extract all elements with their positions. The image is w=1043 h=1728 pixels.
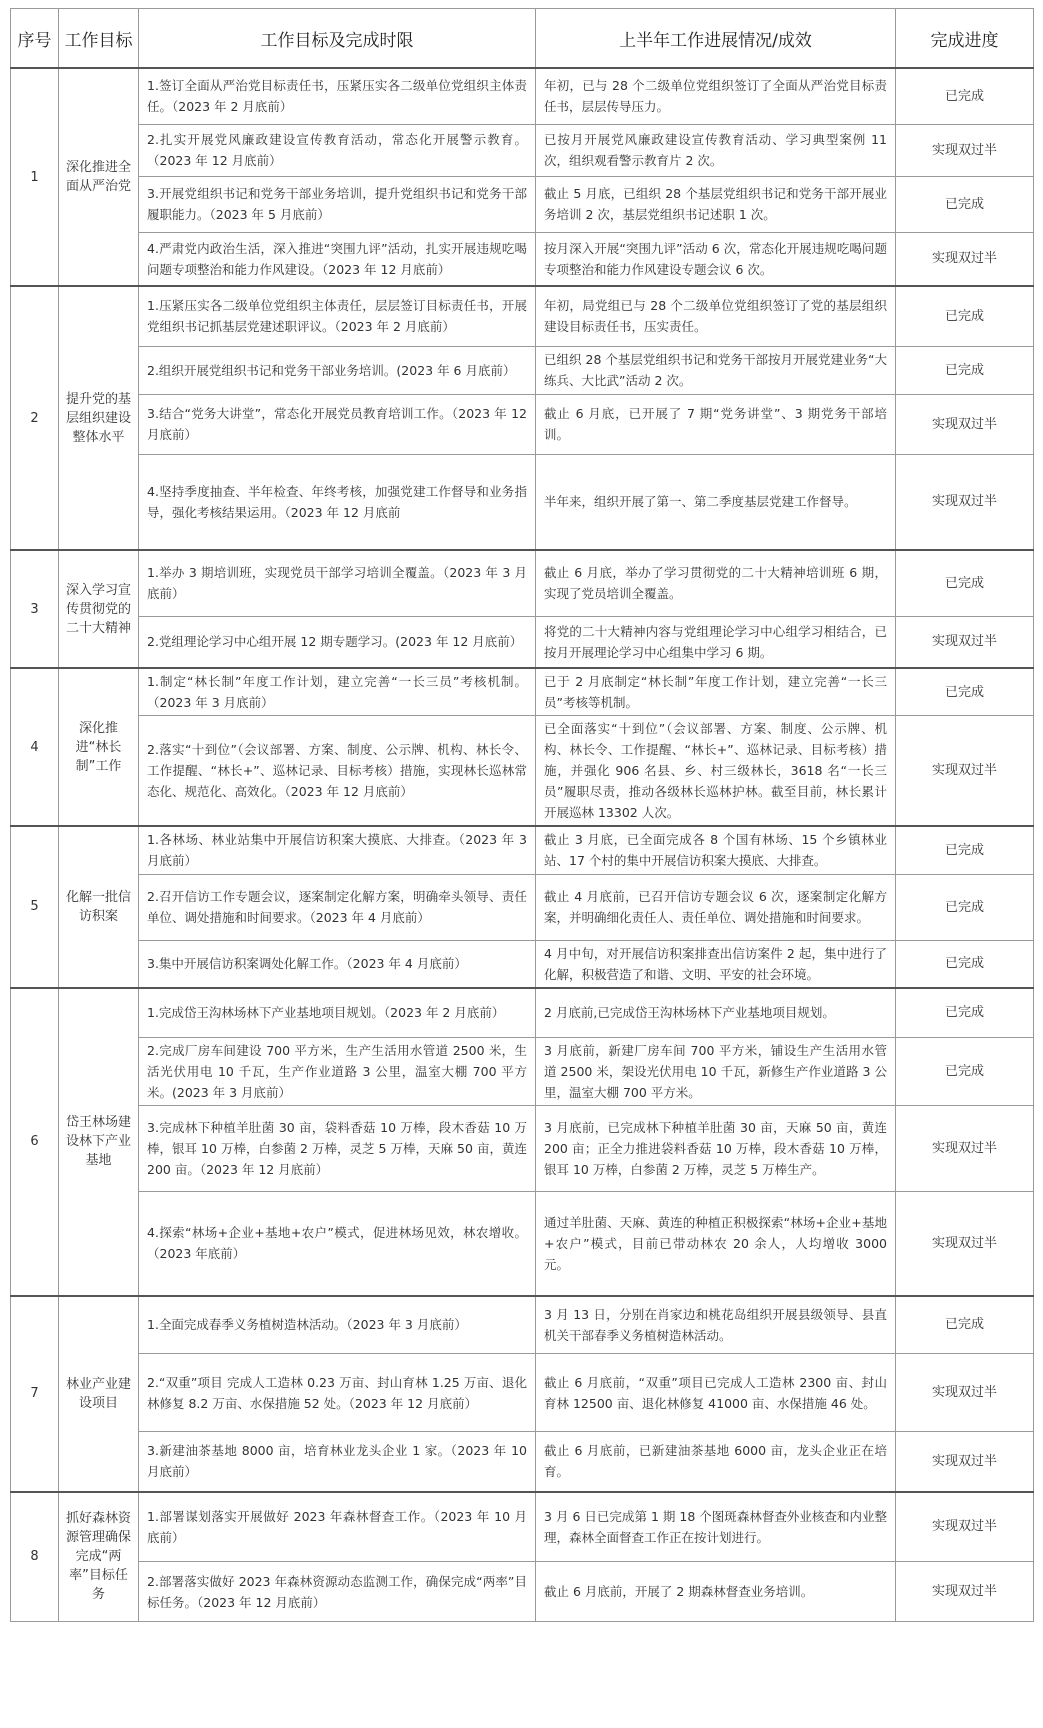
group-number: 5 — [11, 826, 59, 988]
table-row — [11, 874, 1034, 940]
status-cell: 已完成 — [896, 826, 1034, 874]
group-number: 3 — [11, 550, 59, 668]
progress-cell: 3 月底前，已完成林下种植羊肚菌 30 亩，天麻 50 亩，黄连 200 亩；正全力推进袋料香菇 10 万棒，段木香菇 10 万棒，银耳 10 万棒，白参菌 2 万棒，灵芝 5 万棒生产。 — [536, 1106, 896, 1192]
header-progress: 上半年工作进展情况/成效 — [536, 9, 896, 69]
task-cell: 1.压紧压实各二级单位党组织主体责任，层层签订目标责任书，开展党组织书记抓基层党建述职评议。（2023 年 2 月底前） — [139, 286, 536, 346]
task-cell: 3.开展党组织书记和党务干部业务培训，提升党组织书记和党务干部履职能力。（2023 年 5 月底前） — [139, 176, 536, 232]
task-cell: 2.部署落实做好 2023 年森林资源动态监测工作，确保完成“两率”目标任务。（2023 年 12 月底前） — [139, 1562, 536, 1622]
table-row — [11, 346, 1034, 394]
progress-cell: 截止 6 月底，已开展了 7 期“党务讲堂”、3 期党务干部培训。 — [536, 394, 896, 454]
group-number: 1 — [11, 68, 59, 286]
status-cell: 已完成 — [896, 176, 1034, 232]
table-row — [11, 1192, 1034, 1296]
progress-cell: 2 月底前,已完成岱王沟林场林下产业基地项目规划。 — [536, 988, 896, 1038]
task-cell: 2.党组理论学习中心组开展 12 期专题学习。(2023 年 12 月底前） — [139, 616, 536, 668]
table-row — [11, 1354, 1034, 1432]
task-cell: 1.制定“林长制”年度工作计划，建立完善“一长三员”考核机制。（2023 年 3 月底前） — [139, 668, 536, 716]
status-cell: 已完成 — [896, 346, 1034, 394]
group-number: 6 — [11, 988, 59, 1296]
progress-cell: 截止 4 月底前，已召开信访专题会议 6 次，逐案制定化解方案，并明确细化责任人、责任单位、调处措施和时间要求。 — [536, 874, 896, 940]
table-row — [11, 1106, 1034, 1192]
table-row — [11, 232, 1034, 286]
progress-cell: 将党的二十大精神内容与党组理论学习中心组学习相结合，已按月开展理论学习中心组集中学习 6 期。 — [536, 616, 896, 668]
progress-cell: 通过羊肚菌、天麻、黄连的种植正积极探索“林场+企业+基地+农户”模式，目前已带动林农 20 余人，人均增收 3000 元。 — [536, 1192, 896, 1296]
progress-cell: 按月深入开展“突围九评”活动 6 次，常态化开展违规吃喝问题专项整治和能力作风建设专题会议 6 次。 — [536, 232, 896, 286]
table-row — [11, 1492, 1034, 1562]
task-cell: 1.部署谋划落实开展做好 2023 年森林督查工作。（2023 年 10 月底前） — [139, 1492, 536, 1562]
task-cell: 2.“双重”项目 完成人工造林 0.23 万亩、封山育林 1.25 万亩、退化林修复 8.2 万亩、水保措施 52 处。（2023 年 12 月底前） — [139, 1354, 536, 1432]
task-cell: 4.严肃党内政治生活，深入推进“突围九评”活动，扎实开展违规吃喝问题专项整治和能力作风建设。（2023 年 12 月底前） — [139, 232, 536, 286]
task-cell: 1.举办 3 期培训班，实现党员干部学习培训全覆盖。（2023 年 3 月底前） — [139, 550, 536, 616]
header-row — [11, 9, 1034, 69]
table-row — [11, 286, 1034, 346]
status-cell: 实现双过半 — [896, 1192, 1034, 1296]
progress-cell: 已于 2 月底制定“林长制”年度工作计划，建立完善“一长三员”考核等机制。 — [536, 668, 896, 716]
header-no: 序号 — [11, 9, 59, 69]
task-cell: 3.新建油茶基地 8000 亩，培育林业龙头企业 1 家。（2023 年 10 月底前） — [139, 1432, 536, 1492]
group-goal: 抓好森林资源管理确保完成“两率”目标任务 — [59, 1492, 139, 1622]
progress-cell: 已组织 28 个基层党组织书记和党务干部按月开展党建业务“大练兵、大比武”活动 2 次。 — [536, 346, 896, 394]
group-number: 2 — [11, 286, 59, 550]
status-cell: 实现双过半 — [896, 232, 1034, 286]
status-cell: 实现双过半 — [896, 716, 1034, 827]
group-number: 7 — [11, 1296, 59, 1492]
group-goal: 深化推进全面从严治党 — [59, 68, 139, 286]
status-cell: 实现双过半 — [896, 1354, 1034, 1432]
status-cell: 已完成 — [896, 550, 1034, 616]
table-row — [11, 394, 1034, 454]
group-goal: 提升党的基层组织建设整体水平 — [59, 286, 139, 550]
group-goal: 化解一批信访积案 — [59, 826, 139, 988]
task-cell: 2.召开信访工作专题会议，逐案制定化解方案，明确牵头领导、责任单位、调处措施和时间要求。（2023 年 4 月底前） — [139, 874, 536, 940]
task-cell: 1.全面完成春季义务植树造林活动。（2023 年 3 月底前） — [139, 1296, 536, 1354]
table-row — [11, 1038, 1034, 1106]
progress-cell: 已全面落实“十到位”（会议部署、方案、制度、公示牌、机构、林长令、工作提醒、“林长+”、巡林记录、目标考核）措施，并强化 906 名县、乡、村三级林长，3618 名“一长三员”履职尽责，推动各级林长巡林护林。截至目前，林长累计开展巡林 13302 人次。 — [536, 716, 896, 827]
task-cell: 3.集中开展信访积案调处化解工作。（2023 年 4 月底前） — [139, 940, 536, 988]
progress-cell: 已按月开展党风廉政建设宣传教育活动、学习典型案例 11 次，组织观看警示教育片 2 次。 — [536, 124, 896, 176]
status-cell: 实现双过半 — [896, 1106, 1034, 1192]
header-goal: 工作目标 — [59, 9, 139, 69]
status-cell: 已完成 — [896, 1296, 1034, 1354]
progress-cell: 截止 6 月底，举办了学习贯彻党的二十大精神培训班 6 期，实现了党员培训全覆盖。 — [536, 550, 896, 616]
task-cell: 3.完成林下种植羊肚菌 30 亩，袋料香菇 10 万棒，段木香菇 10 万棒，银耳 10 万棒，白参菌 2 万棒，灵芝 5 万棒，天麻 50 亩，黄连 200 亩。（2023 年 12 月底前） — [139, 1106, 536, 1192]
status-cell: 实现双过半 — [896, 454, 1034, 550]
task-cell: 1.签订全面从严治党目标责任书，压紧压实各二级单位党组织主体责任。（2023 年 2 月底前） — [139, 68, 536, 124]
group-goal: 岱王林场建设林下产业基地 — [59, 988, 139, 1296]
status-cell: 已完成 — [896, 874, 1034, 940]
progress-cell: 3 月 6 日已完成第 1 期 18 个图斑森林督查外业核查和内业整理，森林全面督查工作正在按计划进行。 — [536, 1492, 896, 1562]
table-row — [11, 1432, 1034, 1492]
task-cell: 4.坚持季度抽查、半年检查、年终考核，加强党建工作督导和业务指导，强化考核结果运用。（2023 年 12 月底前 — [139, 454, 536, 550]
status-cell: 已完成 — [896, 1038, 1034, 1106]
header-task: 工作目标及完成时限 — [139, 9, 536, 69]
status-cell: 已完成 — [896, 940, 1034, 988]
task-cell: 2.扎实开展党风廉政建设宣传教育活动，常态化开展警示教育。（2023 年 12 月底前） — [139, 124, 536, 176]
progress-cell: 4 月中旬，对开展信访积案排查出信访案件 2 起，集中进行了化解，积极营造了和谐、文明、平安的社会环境。 — [536, 940, 896, 988]
status-cell: 实现双过半 — [896, 1432, 1034, 1492]
progress-cell: 3 月底前，新建厂房车间 700 平方米，铺设生产生活用水管道 2500 米，架设光伏用电 10 千瓦，新修生产作业道路 3 公里，温室大棚 700 平方米。 — [536, 1038, 896, 1106]
task-cell: 1.完成岱王沟林场林下产业基地项目规划。（2023 年 2 月底前） — [139, 988, 536, 1038]
task-cell: 2.组织开展党组织书记和党务干部业务培训。(2023 年 6 月底前） — [139, 346, 536, 394]
progress-cell: 截止 5 月底，已组织 28 个基层党组织书记和党务干部开展业务培训 2 次，基层党组织书记述职 1 次。 — [536, 176, 896, 232]
table-row — [11, 1562, 1034, 1622]
table-row — [11, 124, 1034, 176]
progress-table-sheet — [10, 8, 1033, 1622]
group-goal: 林业产业建设项目 — [59, 1296, 139, 1492]
status-cell: 实现双过半 — [896, 394, 1034, 454]
status-cell: 已完成 — [896, 286, 1034, 346]
table-row — [11, 826, 1034, 874]
status-cell: 实现双过半 — [896, 124, 1034, 176]
task-cell: 1.各林场、林业站集中开展信访积案大摸底、大排查。（2023 年 3 月底前） — [139, 826, 536, 874]
table-row — [11, 668, 1034, 716]
table-row — [11, 988, 1034, 1038]
status-cell: 实现双过半 — [896, 1492, 1034, 1562]
table-row — [11, 940, 1034, 988]
task-cell: 2.完成厂房车间建设 700 平方米，生产生活用水管道 2500 米，生活光伏用电 10 千瓦，生产作业道路 3 公里，温室大棚 700 平方米。(2023 年 3 月底前） — [139, 1038, 536, 1106]
status-cell: 已完成 — [896, 68, 1034, 124]
header-status: 完成进度 — [896, 9, 1034, 69]
task-cell: 4.探索“林场+企业+基地+农户”模式，促进林场见效，林农增收。（2023 年底前） — [139, 1192, 536, 1296]
table-row — [11, 176, 1034, 232]
progress-cell: 年初，已与 28 个二级单位党组织签订了全面从严治党目标责任书，层层传导压力。 — [536, 68, 896, 124]
progress-cell: 截止 6 月底前，已新建油茶基地 6000 亩，龙头企业正在培育。 — [536, 1432, 896, 1492]
status-cell: 已完成 — [896, 988, 1034, 1038]
table-row — [11, 1296, 1034, 1354]
group-number: 8 — [11, 1492, 59, 1622]
table-row — [11, 616, 1034, 668]
group-number: 4 — [11, 668, 59, 826]
progress-cell: 半年来，组织开展了第一、第二季度基层党建工作督导。 — [536, 454, 896, 550]
progress-cell: 截止 6 月底前，开展了 2 期森林督查业务培训。 — [536, 1562, 896, 1622]
progress-cell: 截止 6 月底前，“双重”项目已完成人工造林 2300 亩、封山育林 12500 亩、退化林修复 41000 亩、水保措施 46 处。 — [536, 1354, 896, 1432]
group-goal: 深入学习宣传贯彻党的二十大精神 — [59, 550, 139, 668]
table-row — [11, 550, 1034, 616]
progress-cell: 3 月 13 日，分别在肖家边和桃花岛组织开展县级领导、县直机关干部春季义务植树造林活动。 — [536, 1296, 896, 1354]
status-cell: 实现双过半 — [896, 1562, 1034, 1622]
status-cell: 实现双过半 — [896, 616, 1034, 668]
table-row — [11, 454, 1034, 550]
task-cell: 2.落实“十到位”（会议部署、方案、制度、公示牌、机构、林长令、工作提醒、“林长+”、巡林记录、目标考核）措施，实现林长巡林常态化、规范化、高效化。（2023 年 12 月底前） — [139, 716, 536, 827]
table-row — [11, 68, 1034, 124]
status-cell: 已完成 — [896, 668, 1034, 716]
group-goal: 深化推进“林长制”工作 — [59, 668, 139, 826]
progress-cell: 截止 3 月底，已全面完成各 8 个国有林场、15 个乡镇林业站、17 个村的集中开展信访积案大摸底、大排查。 — [536, 826, 896, 874]
table-row — [11, 716, 1034, 827]
progress-table — [10, 8, 1034, 1622]
progress-cell: 年初，局党组已与 28 个二级单位党组织签订了党的基层组织建设目标责任书，压实责任。 — [536, 286, 896, 346]
task-cell: 3.结合“党务大讲堂”，常态化开展党员教育培训工作。（2023 年 12 月底前） — [139, 394, 536, 454]
